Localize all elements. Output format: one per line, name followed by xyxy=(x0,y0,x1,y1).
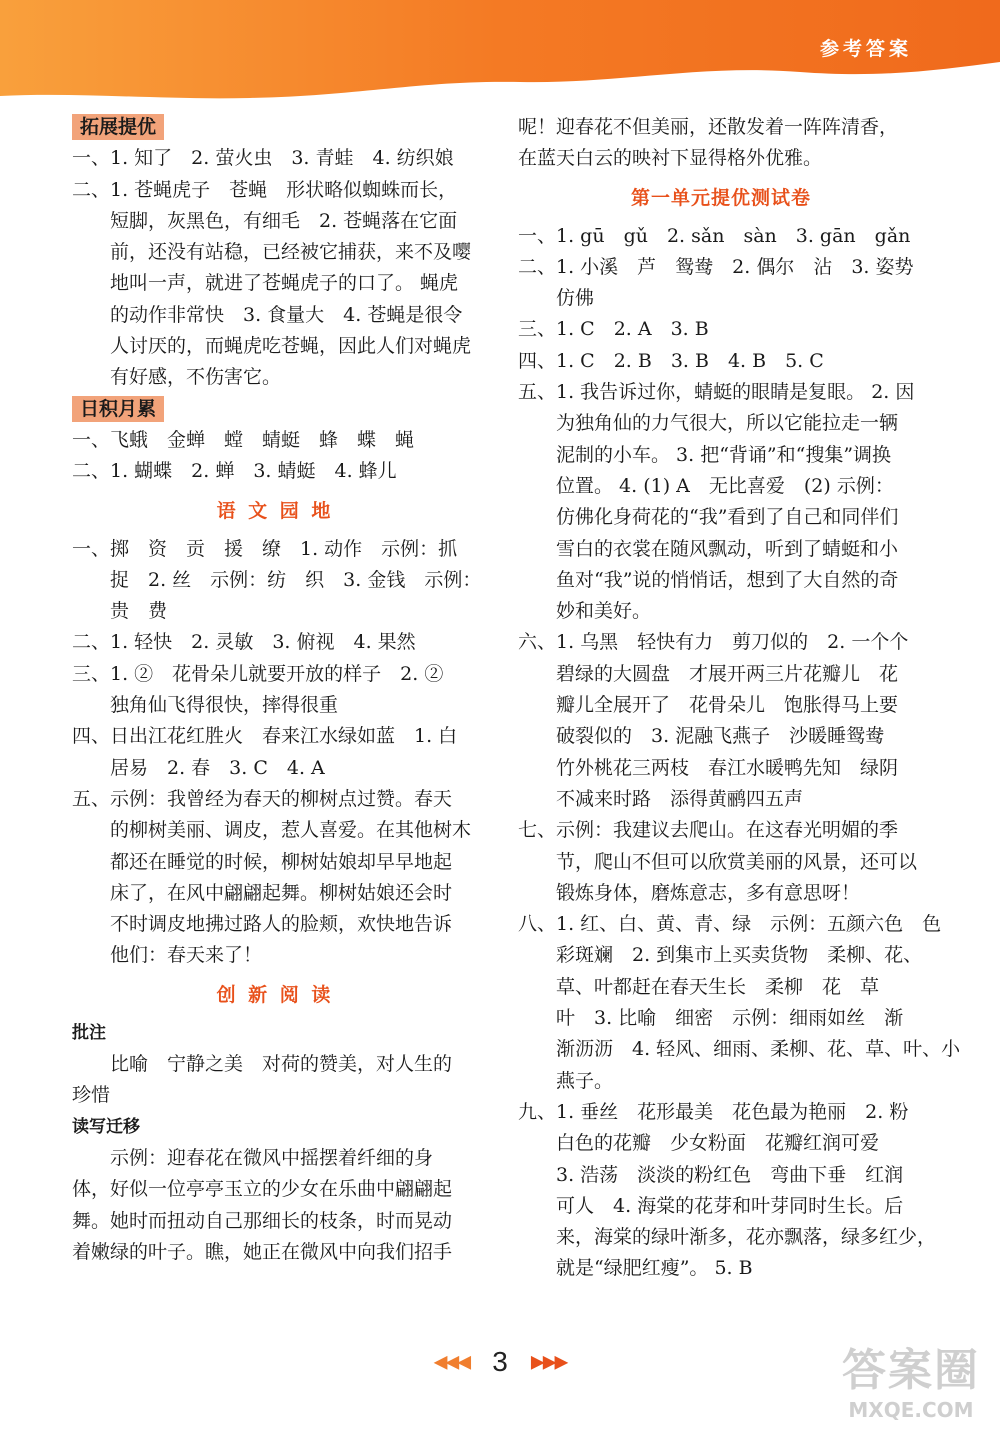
answer-line: 二、1. 苍蝇虎子 苍蝇 形状略似蜘蛛而长， xyxy=(72,178,458,201)
text-line: 比喻 宁静之美 对荷的赞美，对人生的 xyxy=(110,1053,453,1076)
section-tag-row xyxy=(72,394,478,425)
text-line: 为独角仙的力气很大，所以它能拉走一辆 xyxy=(556,412,899,435)
section-tag-row xyxy=(72,112,478,143)
text-line: 锻炼身体，磨炼意志，多有意思呀！ xyxy=(556,881,861,904)
answer-line: 四、1. C 2. B 3. B 4. B 5. C xyxy=(518,349,824,372)
text-line: 竹外桃花三两枝 春江水暖鸭先知 绿阴 xyxy=(556,756,899,779)
text-line: 彩斑斓 2. 到集市上买卖货物 柔柳、花、 xyxy=(556,944,923,967)
answer-line: 一、1. gū gǔ 2. sǎn sàn 3. gān gǎn xyxy=(518,224,911,247)
next-arrows-icon: ▶▶▶ xyxy=(530,1351,567,1373)
text-line: 仿佛 xyxy=(556,287,595,310)
text-line: 破裂似的 3. 泥融飞燕子 沙暖睡鸳鸯 xyxy=(556,725,885,748)
text-line: 节，爬山不但可以欣赏美丽的风景，还可以 xyxy=(556,850,918,873)
answer-line: 一、1. 知了 2. 萤火虫 3. 青蛙 4. 纺织娘 xyxy=(72,147,454,170)
text-line: 前，还没有站稳，已经被它捕获，来不及嘤 xyxy=(110,241,472,264)
prev-arrows-icon: ◀◀◀ xyxy=(433,1351,470,1373)
watermark-main: 答案圈 xyxy=(842,1345,980,1396)
text-line: 的动作非常快 3. 食量大 4. 苍蝇是很令 xyxy=(110,303,463,326)
answer-line: 五、1. 我告诉过你，蜻蜓的眼睛是复眼。 2. 因 xyxy=(518,381,915,404)
text-line: 仿佛化身荷花的“我”看到了自己和同伴们 xyxy=(556,506,899,529)
text-line: 呢！迎春花不但美丽，还散发着一阵阵清香， xyxy=(518,116,899,138)
sub-label: 读写迁移 xyxy=(72,1116,140,1137)
answer-line: 二、1. 蝴蝶 2. 蝉 3. 蜻蜓 4. 蜂儿 xyxy=(72,460,397,483)
text-line: 他们：春天来了！ xyxy=(110,944,263,967)
text-line: 白色的花瓣 少女粉面 花瓣红润可爱 xyxy=(556,1132,880,1155)
text-line: 泥制的小车。 3. 把“背诵”和“搜集”调换 xyxy=(556,443,892,466)
text-line: 居易 2. 春 3. C 4. A xyxy=(110,756,325,779)
watermark-site: MXQE.COM xyxy=(848,1398,974,1422)
text-line: 碧绿的大圆盘 才展开两三片花瓣儿 花 xyxy=(556,662,899,685)
answer-line: 七、示例：我建议去爬山。在这春光明媚的季 xyxy=(518,819,899,842)
section-title: 语 文 园 地 xyxy=(216,499,334,522)
answer-line: 二、1. 轻快 2. 灵敏 3. 俯视 4. 果然 xyxy=(72,631,416,654)
text-line: 示例：迎春花在微风中摇摆着纤细的身 xyxy=(110,1146,434,1169)
text-line: 捉 2. 丝 示例：纺 织 3. 金钱 示例： xyxy=(110,568,482,591)
text-line: 位置。 4. (1) A 无比喜爱 (2) 示例： xyxy=(556,474,894,497)
text-line: 着嫩绿的叶子。瞧，她正在微风中向我们招手 xyxy=(72,1240,453,1263)
right-column xyxy=(518,112,961,1285)
section-title: 第一单元提优测试卷 xyxy=(630,186,811,209)
text-line: 草、叶都赶在春天生长 柔柳 花 草 xyxy=(556,975,880,998)
text-line: 床了，在风中翩翩起舞。柳树姑娘还会时 xyxy=(110,881,453,904)
sub-label: 批注 xyxy=(72,1022,106,1043)
text-line: 珍惜 xyxy=(72,1084,111,1107)
text-line: 来，海棠的绿叶渐多，花亦飘落，绿多红少， xyxy=(556,1226,937,1249)
answer-line: 八、1. 红、白、黄、青、绿 示例：五颜六色 色 xyxy=(518,913,942,936)
text-line: 人讨厌的，而蝇虎吃苍蝇，因此人们对蝇虎 xyxy=(110,335,472,358)
text-line: 不时调皮地拂过路人的脸颊，欢快地告诉 xyxy=(110,913,453,936)
text-line: 鱼对“我”说的悄悄话，想到了大自然的奇 xyxy=(556,568,899,591)
text-line: 就是“绿肥红瘦”。 5. B xyxy=(556,1257,753,1280)
text-line: 都还在睡觉的时候，柳树姑娘却早早地起 xyxy=(110,850,453,873)
answer-line: 四、日出江花红胜火 春来江水绿如蓝 1. 白 xyxy=(72,725,458,748)
watermark-logo xyxy=(836,1344,986,1434)
text-line: 地叫一声，就进了苍蝇虎子的口了。 蝇虎 xyxy=(110,272,459,295)
section-title: 创 新 阅 读 xyxy=(216,983,334,1006)
section-tag: 拓展提优 xyxy=(72,114,164,140)
text-line: 燕子。 xyxy=(556,1069,614,1092)
left-column xyxy=(72,112,482,1268)
text-line: 独角仙飞得很快，摔得很重 xyxy=(110,694,339,717)
text-line: 不减来时路 添得黄鹂四五声 xyxy=(556,787,804,810)
answer-line: 三、1. C 2. A 3. B xyxy=(518,318,709,341)
text-line: 贵 费 xyxy=(110,600,168,623)
answer-line: 六、1. 乌黑 轻快有力 剪刀似的 2. 一个个 xyxy=(518,631,909,654)
answer-line: 五、示例：我曾经为春天的柳树点过赞。春天 xyxy=(72,787,453,810)
text-line: 有好感，不伤害它。 xyxy=(110,366,282,389)
text-line: 在蓝天白云的映衬下显得格外优雅。 xyxy=(518,147,823,170)
text-line: 短脚，灰黑色，有细毛 2. 苍蝇落在它面 xyxy=(110,209,458,232)
text-line: 体，好似一位亭亭玉立的少女在乐曲中翩翩起 xyxy=(72,1178,453,1201)
page-number: 3 xyxy=(492,1346,508,1377)
text-line: 瓣儿全展开了 花骨朵儿 饱胀得马上要 xyxy=(556,694,899,717)
header-title: 参考答案 xyxy=(819,38,912,60)
answer-line: 一、掷 资 贡 援 缭 1. 动作 示例：抓 xyxy=(72,537,458,560)
text-line: 雪白的衣裳在随风飘动，听到了蜻蜓和小 xyxy=(556,537,899,560)
answer-line: 二、1. 小溪 芦 鸳鸯 2. 偶尔 沾 3. 姿势 xyxy=(518,255,914,278)
text-line: 可人 4. 海棠的花芽和叶芽同时生长。后 xyxy=(556,1194,904,1217)
text-line: 的柳树美丽、调皮，惹人喜爱。在其他树木 xyxy=(110,819,472,842)
section-tag: 日积月累 xyxy=(72,396,164,422)
text-line: 渐沥沥 4. 轻风、细雨、柔柳、花、草、叶、小 xyxy=(556,1038,961,1061)
text-line: 3. 浩荡 淡淡的粉红色 弯曲下垂 红润 xyxy=(556,1163,904,1186)
text-line: 叶 3. 比喻 细密 示例：细雨如丝 渐 xyxy=(556,1007,904,1030)
text-line: 妙和美好。 xyxy=(556,600,652,623)
answer-line: 九、1. 垂丝 花形最美 花色最为艳丽 2. 粉 xyxy=(518,1100,909,1123)
answer-line: 三、1. ② 花骨朵儿就要开放的样子 2. ② xyxy=(72,662,444,685)
answer-line: 一、飞蛾 金蝉 螳 蜻蜓 蜂 蝶 蝇 xyxy=(72,428,415,451)
text-line: 舞。她时而扭动自己那细长的枝条，时而晃动 xyxy=(72,1209,453,1232)
